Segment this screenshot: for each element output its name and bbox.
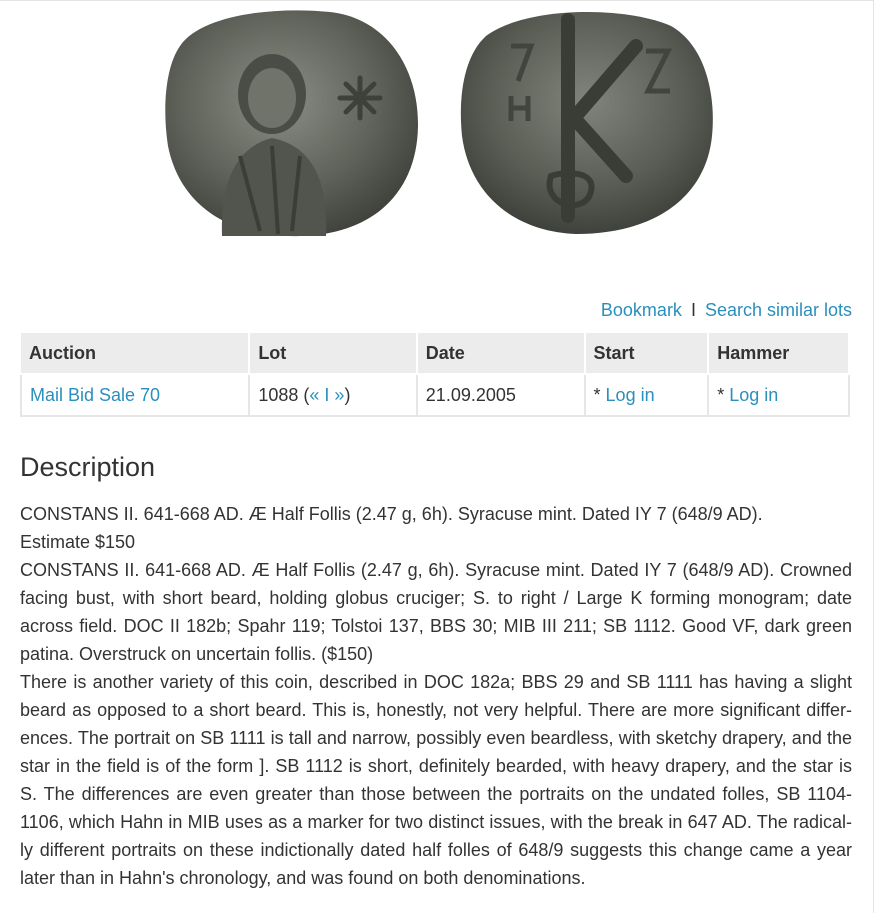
cell-lot: 1088 (« I ») [249,374,416,416]
table-row [21,374,849,416]
column-header-hammer: Hammer [708,332,849,374]
next-lot-link[interactable]: » [334,384,345,405]
coin-obverse-icon[interactable] [160,6,422,238]
coin-image-area[interactable] [0,0,876,260]
actions-separator: I [690,300,696,320]
cell-start [585,374,709,416]
description-summary: CONSTANS II. 641-668 AD. Æ Half Follis (2.47 g, 6h). Syracuse mint. Dated IY 7 (648/9 AD). [20,504,763,524]
column-header-auction: Auction [21,332,249,374]
cell-hammer [708,374,849,416]
start-login-link[interactable]: Log in [605,384,655,405]
bookmark-link[interactable]: Bookmark [600,300,682,320]
description-paragraph-2: There is another variety of this coin, described in DOC 182a; BBS 29 and SB 1111 has having a slight beard as opposed to a short beard. This is, honestly, not very helpful. There are more significant differences. The portrait on SB 1111 is tall and narrow, possibly even beardless, with sketchy drapery, and the star in the field is of the form ]. SB 1112 is short, definitely bearded, with heavy drapery, and the star is S. The differences are even greater than those between the portraits on the undated folles, SB 1104-1106, which Hahn in MIB uses as a marker for two distinct issues, with the break in 647 AD. The radically different portraits on these indictionally dated half folles of 648/9 suggests this change came a year later than in Hahn's chronology, and was found on both denominations. [20,672,852,888]
lot-info-table [20,331,850,417]
lot-actions [601,300,852,321]
column-header-lot: Lot [249,332,416,374]
column-header-date: Date [417,332,585,374]
lot-number: 1088 [258,384,299,405]
table-header-row [21,332,849,374]
cell-auction [21,374,249,416]
search-similar-lots-link[interactable]: Search similar lots [704,300,852,320]
description-heading: Description [20,452,156,482]
auction-link[interactable]: Mail Bid Sale 70 [30,384,161,405]
hammer-login-link[interactable]: Log in [729,384,779,405]
start-prefix: * [593,384,601,405]
description-paragraph-1: CONSTANS II. 641-668 AD. Æ Half Follis (2.47 g, 6h). Syracuse mint. Dated IY 7 (648/9 AD). Crowned facing bust, with short beard, holding globus cruciger; S. to right / Large K forming monogram; date across field. DOC II 182b; Spahr 119; Tolstoi 137, BBS 30; MIB III 211; SB 1112. Good VF, dark green patina. Overstruck on uncertain follis. ($150) [20,560,852,664]
description-body [20,500,852,892]
lot-nav-separator[interactable]: I [324,384,330,405]
hammer-prefix: * [717,384,725,405]
previous-lot-link[interactable]: « [309,384,320,405]
coin-reverse-icon[interactable] [456,6,716,238]
cell-date: 21.09.2005 [417,374,585,416]
column-header-start: Start [585,332,709,374]
description-estimate: Estimate $150 [20,532,136,552]
